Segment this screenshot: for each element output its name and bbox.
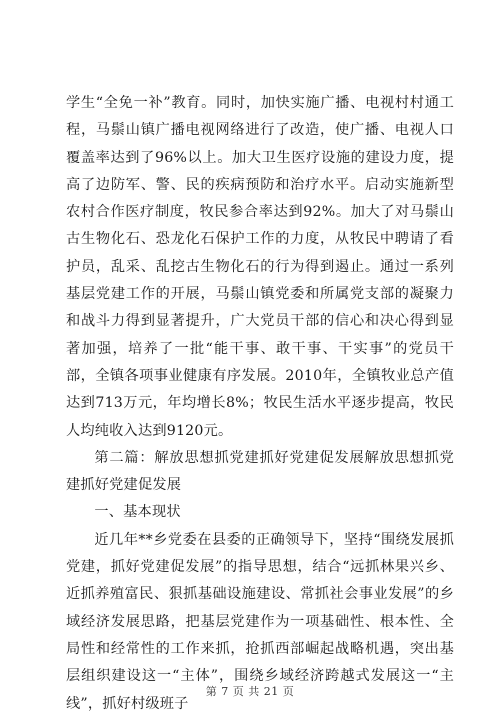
page-footer: 第 7 页 共 21 页 <box>205 685 295 698</box>
section-heading-second-article: 第二篇：解放思想抓党建抓好党建促发展解放思想抓党建抓好党建促发展 <box>66 449 454 494</box>
subheading-basic-status: 一、基本现状 <box>94 504 181 521</box>
paragraph-continuation: 学生“全免一补”教育。同时，加快实施广播、电视村村通工程，马鬃山镇广播电视网络进行了改造，使广播、电视人口覆盖率达到了96%以上。加大卫生医疗设施的建设力度，提高了边防军、警、民的疾病预防和治疗水平。启动实施新型农村合作医疗制度，牧民参合率达到92%。加大了对马鬃山古生物化石、恐龙化石保护工作的力度，从牧民中聘请了看护员，乱采、乱挖古生物化石的行为得到遏止。通过一系列基层党建工作的开展，马鬃山镇党委和所属党支部的凝聚力和战斗力得到显著提升，广大党员干部的信心和决心得到显著加强，培养了一批“能干事、敢干事、干实事”的党员干部，全镇各项事业健康有序发展。2010年，全镇牧业总产值达到713万元，年均增长8%；牧民生活水平逐步提高，牧民人均纯收入达到9120元。 <box>66 95 454 439</box>
paragraph-body: 近几年**乡党委在县委的正确领导下，坚持“围绕发展抓党建，抓好党建促发展”的指导思想，结合“远抓林果兴乡、近抓养殖富民、狠抓基础设施建设、常抓社会事业发展”的乡域经济发展思路，把基层党建作为一项基础性、根本性、全局性和经常性的工作来抓，抢抓西部崛起战略机遇，突出基层组织建设这一“主体”，围绕乡域经济跨越式发展这一“主线”，抓好村级班子 <box>66 531 454 712</box>
document-body <box>66 90 454 718</box>
